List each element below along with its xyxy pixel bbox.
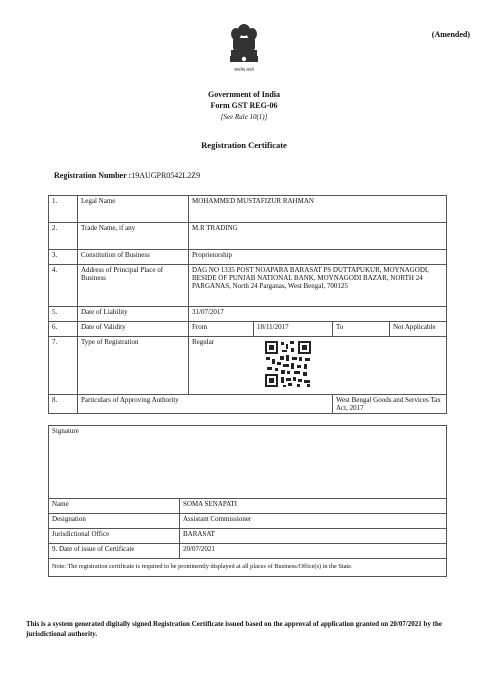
- row-value: M.R TRADING: [189, 223, 447, 250]
- row-value: Regular: [192, 338, 215, 346]
- signature-label: Signature: [49, 426, 447, 499]
- row-label: Trade Name, if any: [78, 223, 189, 250]
- table-row: [49, 529, 447, 544]
- government-title: Government of India: [208, 90, 280, 99]
- row-number: 7.: [49, 337, 78, 395]
- table-row: [49, 265, 447, 307]
- row-value: DAG NO 1335 POST NOAPARA BARASAT PS DUTTAPUKUR, MOYNAGODI, BESIDE OF PUNJAB NATIONAL BANK, MOYNAGODI BAZAR, NORTH 24 PARGANAS, North 24 Parganas, West Bengal, 700125: [189, 265, 447, 307]
- row-value: Proprietorship: [189, 250, 447, 265]
- row-value: MOHAMMED MUSTAFIZUR RAHMAN: [189, 196, 447, 223]
- row-number: 3.: [49, 250, 78, 265]
- row-number: 2.: [49, 223, 78, 250]
- registration-number-label: Registration Number :: [54, 171, 132, 180]
- qr-code-icon: [264, 340, 312, 388]
- row-value: SOMA SENAPATI: [180, 499, 447, 514]
- row-label: Designation: [49, 514, 180, 529]
- type-row-value-cell: [189, 337, 447, 395]
- row-value: BARASAT: [180, 529, 447, 544]
- amended-label: (Amended): [431, 30, 470, 39]
- validity-from-value: 18/11/2017: [254, 322, 333, 337]
- row-label: Constitution of Business: [78, 250, 189, 265]
- row-number: 5.: [49, 307, 78, 322]
- registration-number: [54, 171, 200, 180]
- signature-table: [48, 425, 447, 577]
- row-value: West Bengal Goods and Services Tax Act, 2017: [333, 395, 447, 414]
- table-row: [49, 514, 447, 529]
- row-number: 4.: [49, 265, 78, 307]
- table-row: [49, 544, 447, 559]
- signature-row: [49, 426, 447, 499]
- table-row: [49, 307, 447, 322]
- row-value: 20/07/2021: [180, 544, 447, 559]
- row-label: 9. Date of issue of Certificate: [49, 544, 180, 559]
- row-number: 8.: [49, 395, 78, 414]
- row-label: Jurisdictional Office: [49, 529, 180, 544]
- table-row: [49, 223, 447, 250]
- system-generated-footnote: This is a system generated digitally signed Registration Certificate issued based on the approval of application granted on 20/07/2021 by the jurisdictional authority.: [26, 620, 442, 639]
- validity-to-label: To: [333, 322, 390, 337]
- details-table: [48, 195, 447, 414]
- display-note: Note: The registration certificate is required to be prominently displayed at all places of Business/Office(s) in the State.: [49, 559, 447, 577]
- row-label: Date of Liability: [78, 307, 189, 322]
- approving-row: [49, 395, 447, 414]
- validity-row: [49, 322, 447, 337]
- row-label: Name: [49, 499, 180, 514]
- table-row: [49, 250, 447, 265]
- certificate-title: Registration Certificate: [201, 140, 287, 150]
- row-number: 1.: [49, 196, 78, 223]
- row-label: Date of Validity: [78, 322, 189, 337]
- registration-number-value: 19AUGPR0542L2Z9: [131, 171, 201, 180]
- table-row: [49, 196, 447, 223]
- validity-from-label: From: [189, 322, 254, 337]
- row-label: Address of Principal Place of Business: [78, 265, 189, 307]
- row-label: Legal Name: [78, 196, 189, 223]
- row-value: Assistant Commissioner: [180, 514, 447, 529]
- row-label: Particulars of Approving Authority: [78, 395, 333, 414]
- table-row: [49, 499, 447, 514]
- row-value: 31/07/2017: [189, 307, 447, 322]
- note-row: [49, 559, 447, 577]
- form-title: Form GST REG-06: [210, 101, 278, 110]
- type-row: [49, 337, 447, 395]
- validity-to-value: Not Applicable: [390, 322, 447, 337]
- row-label: Type of Registration: [78, 337, 189, 395]
- emblem-motto: सत्यमेव जयते: [234, 67, 254, 72]
- rule-reference: [See Rule 10(1)]: [220, 113, 268, 121]
- row-number: 6.: [49, 322, 78, 337]
